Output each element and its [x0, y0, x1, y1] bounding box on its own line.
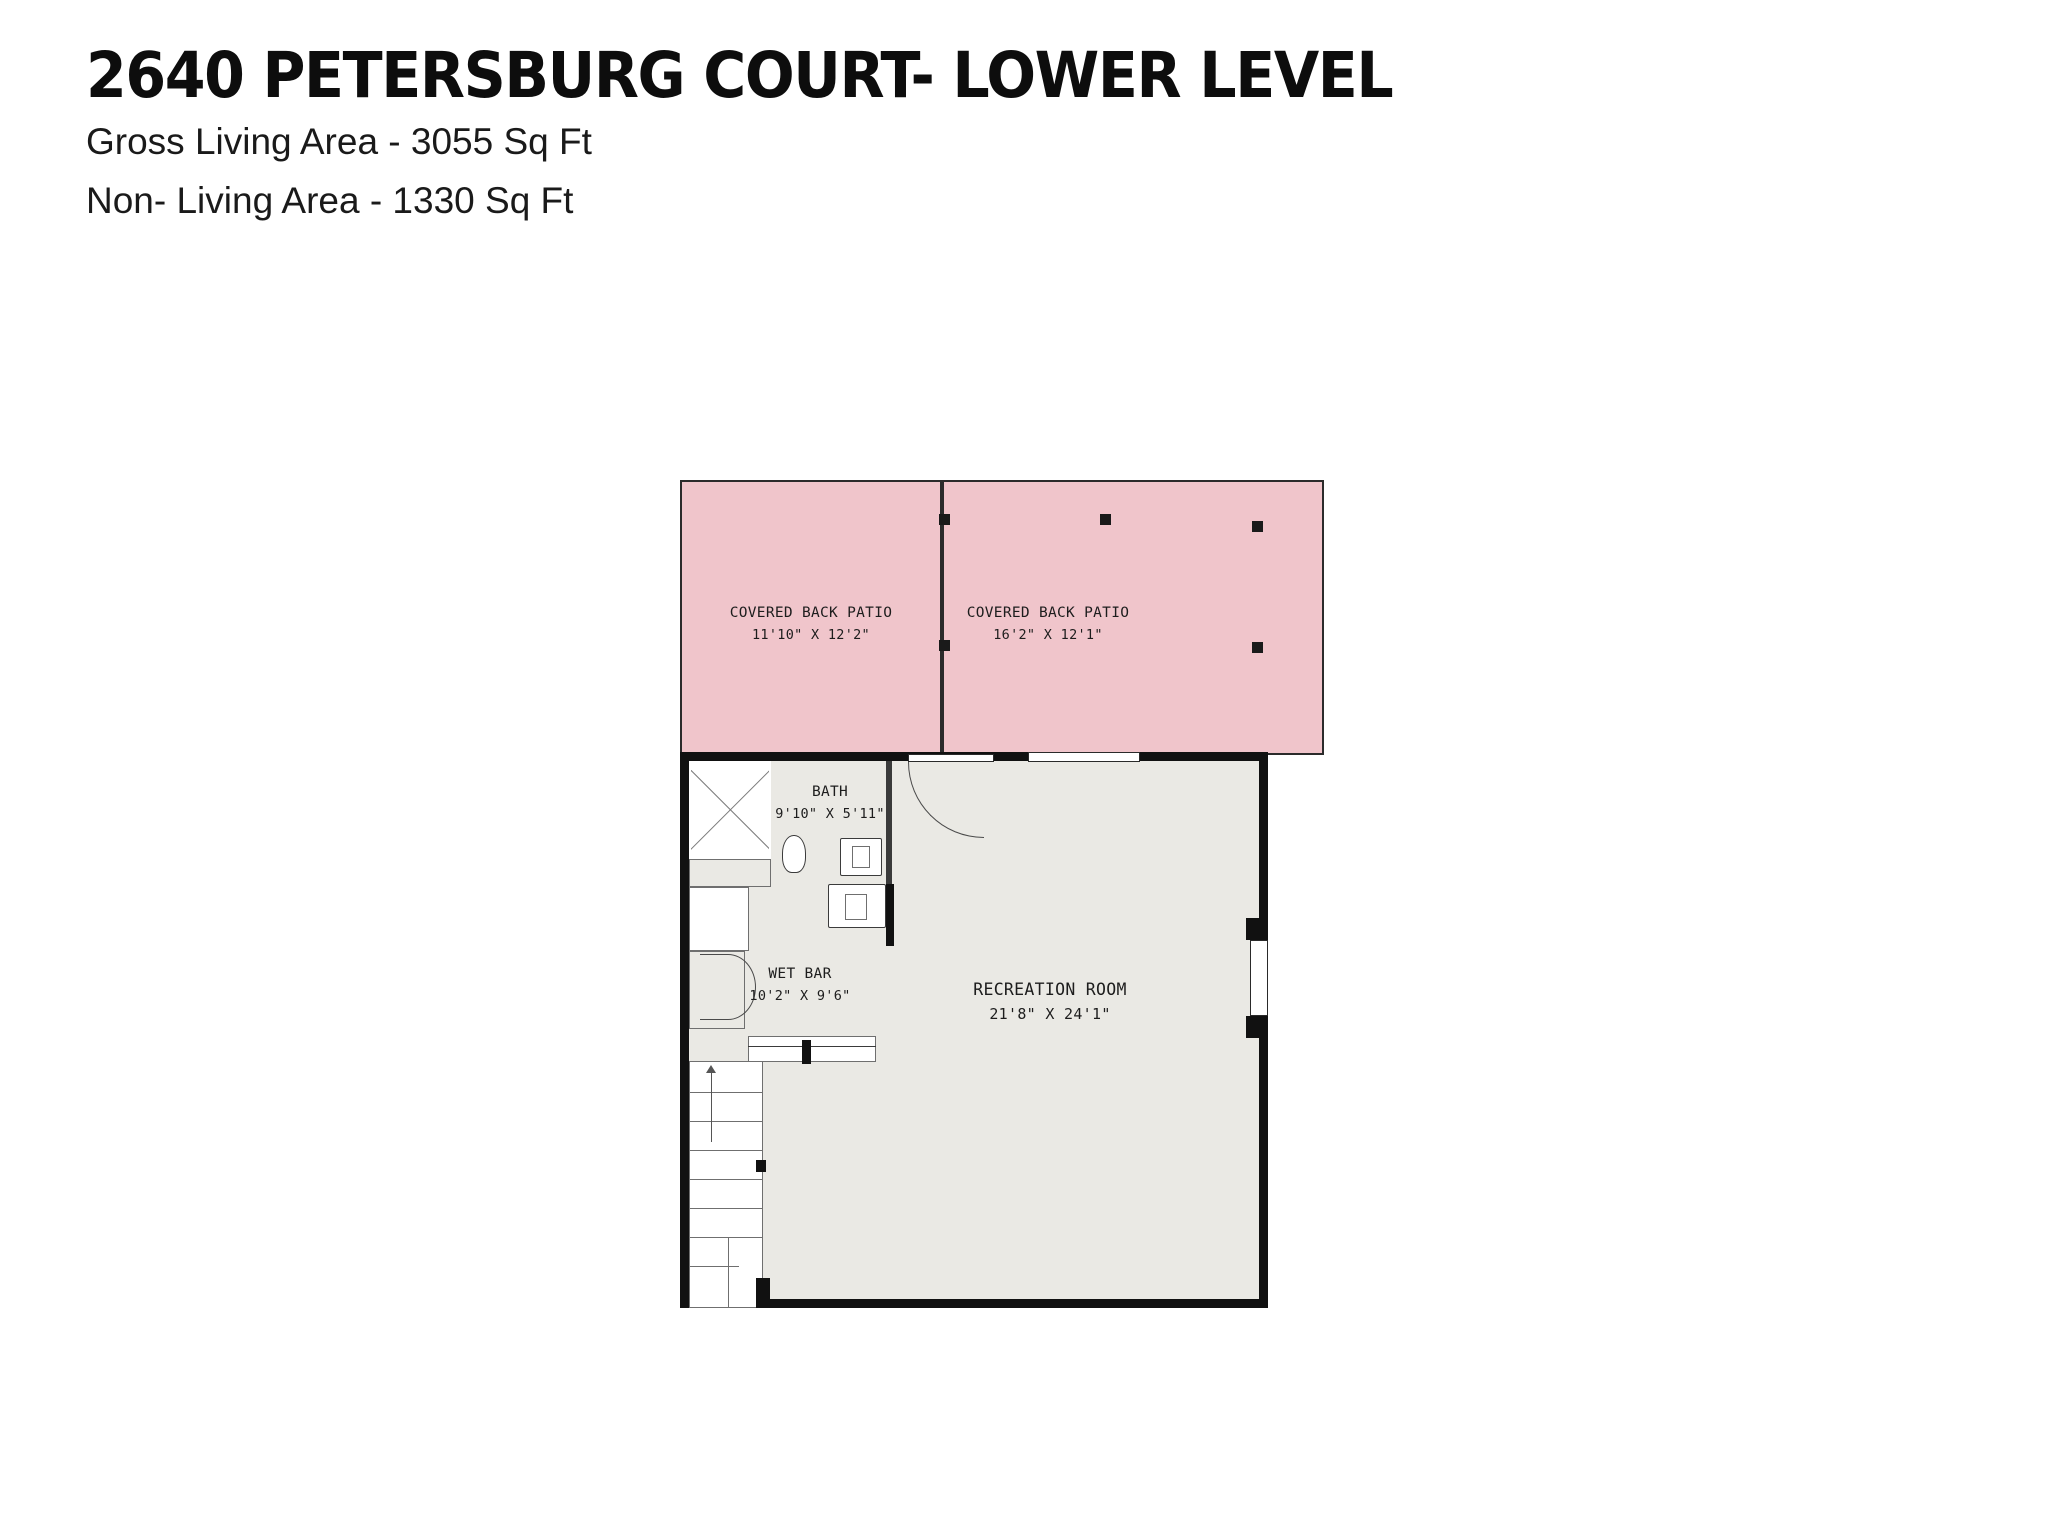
closet-cross-hatch-icon: [691, 763, 769, 857]
bath-wall-divider: [886, 761, 892, 884]
floor-plan-diagram: [680, 480, 1320, 1340]
patio-post: [1252, 521, 1263, 532]
stair-step: [689, 1208, 763, 1209]
bar-counter-edge: [748, 1046, 876, 1047]
label-recreation-room: RECREATION ROOM 21'8" X 24'1": [973, 980, 1127, 1023]
stair-base-stub: [756, 1278, 770, 1308]
hall-vanity-bowl: [845, 894, 867, 920]
stair-wall-stub: [756, 1160, 766, 1172]
patio-post: [1100, 514, 1111, 525]
right-wall-jamb-bottom: [1246, 1016, 1268, 1038]
stair-step: [689, 1121, 763, 1122]
patio-post: [939, 640, 950, 651]
stair-step: [689, 1092, 763, 1093]
non-living-area-text: Non- Living Area - 1330 Sq Ft: [86, 179, 574, 221]
patio-post: [939, 514, 950, 525]
label-covered-back-patio-right: COVERED BACK PATIO 16'2" X 12'1": [966, 605, 1130, 643]
bar-counter: [748, 1036, 876, 1062]
stair-direction-arrow: [711, 1068, 712, 1142]
label-covered-back-patio-left: COVERED BACK PATIO 11'10" X 12'2": [729, 605, 893, 643]
patio-window-top-right: [1028, 752, 1140, 762]
stair-arrow-head-icon: [706, 1065, 716, 1073]
label-bath: BATH 9'10" X 5'11": [775, 784, 885, 822]
toilet-fixture-icon: [782, 835, 806, 873]
gross-living-area-text: Gross Living Area - 3055 Sq Ft: [86, 121, 592, 163]
patio-door-top-left: [908, 754, 994, 762]
bath-sink-bowl: [852, 846, 870, 868]
header-block: [86, 39, 1686, 227]
interior-partition-lower: [802, 1040, 811, 1064]
right-side-window: [1250, 940, 1268, 1016]
right-wall-jamb-top: [1246, 918, 1268, 940]
water-heater-outline: [689, 859, 771, 887]
stair-step: [689, 1150, 763, 1151]
label-wet-bar: WET BAR 10'2" X 9'6": [749, 966, 851, 1004]
page-title: 2640 PETERSBURG COURT- LOWER LEVEL: [86, 39, 1393, 112]
utility-block-outline: [689, 887, 749, 951]
patio-post: [1252, 642, 1263, 653]
interior-partition-stub: [886, 884, 894, 946]
stair-step: [689, 1179, 763, 1180]
